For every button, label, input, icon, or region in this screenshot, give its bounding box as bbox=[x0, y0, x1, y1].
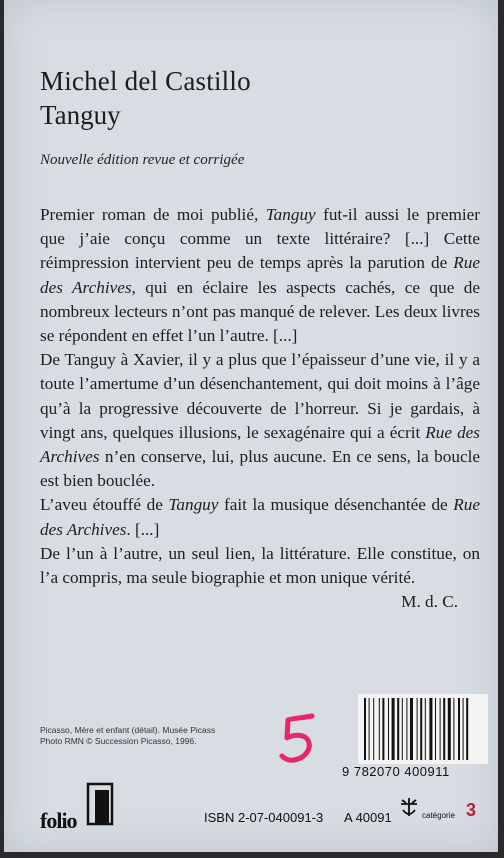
blurb-paragraph: De l’un à l’autre, un seul lien, la littérature. Elle constitue, on l’a compris, ma seule biographie et mon unique vérité. M. d. C. bbox=[40, 542, 480, 590]
image-credit bbox=[40, 725, 250, 747]
book-title-reference: Tanguy bbox=[168, 495, 219, 515]
category-label: catégorie bbox=[422, 811, 455, 820]
isbn-number: ISBN 2-07-040091-3 bbox=[204, 810, 324, 825]
blurb-text bbox=[40, 203, 480, 614]
blurb-paragraph: De Tanguy à Xavier, il y a plus que l’épaisseur d’une vie, il y a toute l’amertume d’un désenchantement, qui doit moins à l’âge qu’à la progressive découverte de l’horreur. Si je gardais, à vingt ans, quelques illusions, le sexagénaire qui a écrit Rue des Archives n’en conserve, lui, plus aucune. En ce sens, la boucle est bien bouclée. bbox=[40, 350, 480, 491]
handwritten-price-mark bbox=[270, 708, 330, 768]
book-title: Tanguy bbox=[40, 100, 121, 130]
author-signature: M. d. C. bbox=[401, 592, 458, 612]
book-title-reference: Rue des Archives bbox=[40, 495, 481, 539]
back-cover bbox=[4, 0, 498, 852]
category-number: 3 bbox=[466, 800, 477, 820]
credit-line-2: Photo RMN © Succession Picasso, 1996. bbox=[40, 736, 197, 746]
book-title-reference: Rue des Archives bbox=[40, 422, 480, 467]
author-name: Michel del Castillo bbox=[40, 66, 251, 96]
book-title-reference: Rue des Archives bbox=[40, 253, 480, 297]
barcode-icon bbox=[358, 694, 488, 764]
blurb-paragraph: Premier roman de moi publié, Tanguy fut-il aussi le premier que j’aie conçu comme un texte littéraire? [...] Cette réimpression intervient peu de temps après la parution de Rue des Archives, qui en éclaire les aspects cachés, ce que de nombreux lecteurs n’ont pas manqué de relever. Les deux livres se répondent en effet l’un l’autre. [...] bbox=[40, 205, 480, 346]
barcode-number: 9 782070 400911 bbox=[342, 764, 450, 779]
credit-line-1: Picasso, Mère et enfant (détail). Musée Picass bbox=[40, 725, 216, 735]
book-title-reference: Tanguy bbox=[265, 205, 316, 224]
publisher-name: folio bbox=[40, 808, 77, 833]
blurb-paragraph: L’aveu étouffé de Tanguy fait la musique désenchantée de Rue des Archives. [...] bbox=[40, 495, 481, 539]
product-code: A 40091 bbox=[344, 810, 392, 825]
category-icon bbox=[398, 796, 420, 818]
edition-note: Nouvelle édition revue et corrigée bbox=[40, 152, 245, 168]
